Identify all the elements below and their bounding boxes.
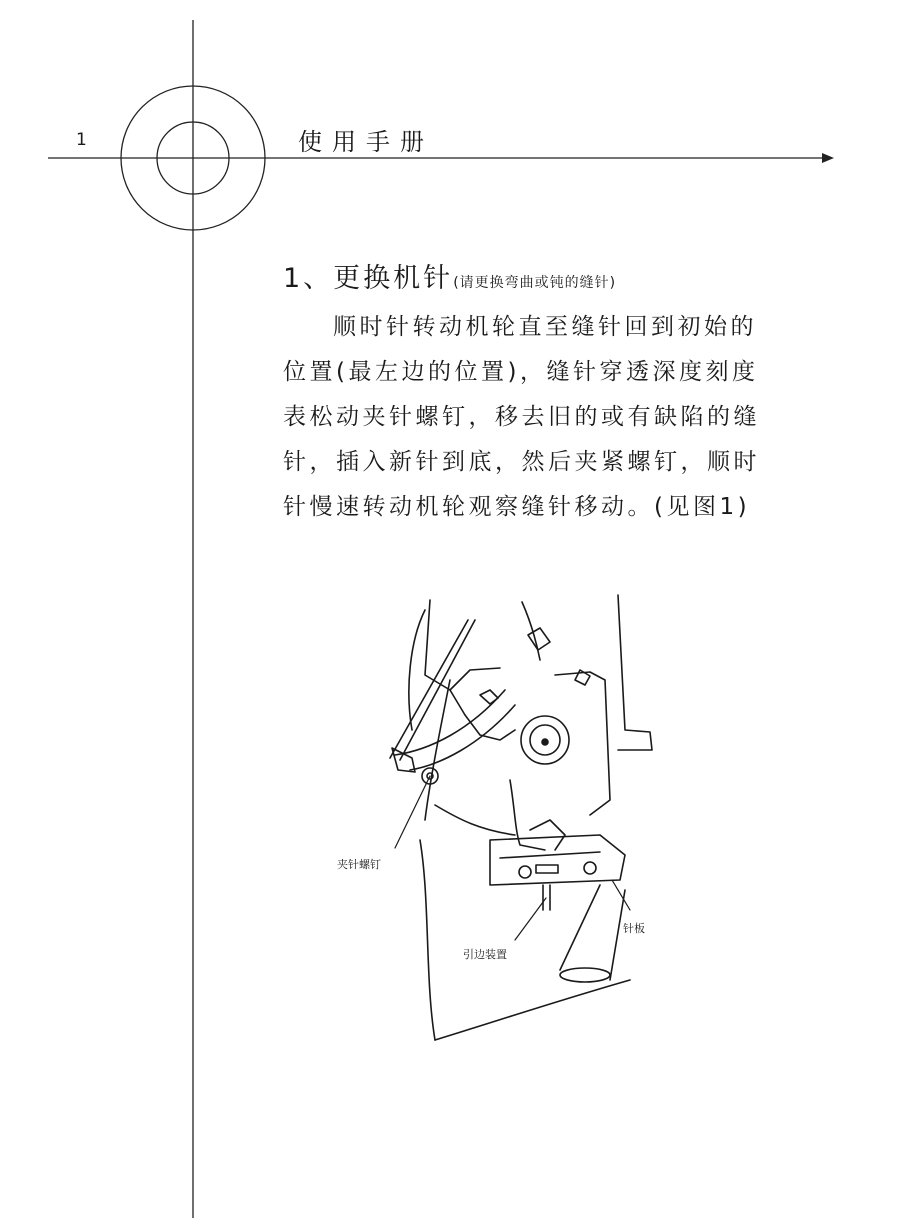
label-needle-plate: 针板 [623, 922, 645, 935]
page-title: 使用手册 [298, 128, 434, 156]
figure-1 [300, 580, 730, 1060]
paragraph-line: 表松动夹针螺钉，移去旧的或有缺陷的缝 [283, 404, 760, 430]
page-number: 1 [76, 130, 87, 150]
section-heading [283, 256, 616, 295]
label-edge-guide: 引边装置 [463, 948, 507, 961]
leader-needle-clamp [395, 776, 430, 848]
heading-main: 1、更换机针 [283, 263, 454, 294]
leader-edge-guide [515, 898, 546, 940]
arrow-head-icon [822, 153, 834, 163]
label-needle-clamp-screw: 夹针螺钉 [337, 858, 381, 871]
sewing-machine-needle-illustration-icon [300, 580, 730, 1060]
paragraph-line: 针，插入新针到底，然后夹紧螺钉，顺时 [283, 449, 760, 475]
paragraph-line: 位置(最左边的位置)，缝针穿透深度刻度 [283, 359, 759, 385]
leader-needle-plate [612, 880, 630, 910]
heading-note: (请更换弯曲或钝的缝针) [453, 275, 617, 291]
paragraph-line: 顺时针转动机轮直至缝针回到初始的 [333, 314, 757, 340]
paragraph-line: 针慢速转动机轮观察缝针移动。(见图1) [283, 494, 751, 520]
instruction-paragraph [283, 305, 783, 530]
